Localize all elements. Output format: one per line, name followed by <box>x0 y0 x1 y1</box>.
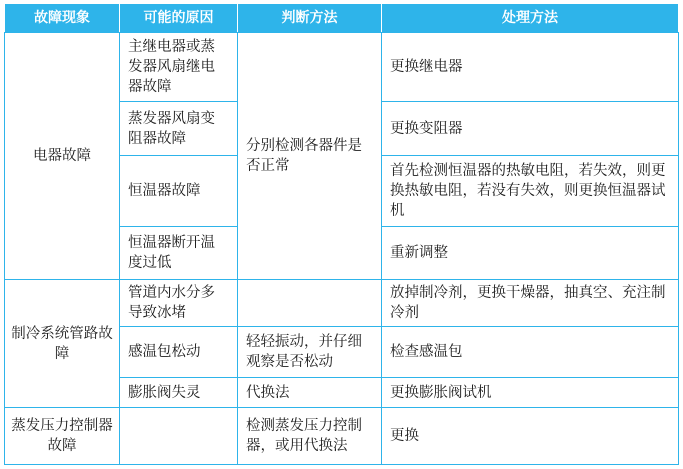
table-row <box>5 280 679 327</box>
method-cell: 轻轻振动，并仔细观察是否松动 <box>238 327 382 378</box>
cause-cell: 主继电器或蒸发器风扇继电器故障 <box>120 33 238 102</box>
header-treatment: 处理方法 <box>382 4 679 33</box>
phenomenon-cell: 电器故障 <box>5 33 120 280</box>
cause-cell: 蒸发器风扇变阻器故障 <box>120 102 238 156</box>
table-row <box>5 33 679 102</box>
treatment-cell: 重新调整 <box>382 227 679 280</box>
method-cell: 检测蒸发压力控制器，或用代换法 <box>238 408 382 465</box>
phenomenon-cell: 蒸发压力控制器故障 <box>5 408 120 465</box>
treatment-cell: 首先检测恒温器的热敏电阻，若失效，则更换热敏电阻，若没有失效，则更换恒温器试机 <box>382 156 679 227</box>
header-method: 判断方法 <box>238 4 382 33</box>
treatment-cell: 检查感温包 <box>382 327 679 378</box>
cause-cell: 感温包松动 <box>120 327 238 378</box>
header-phenomenon: 故障现象 <box>5 4 120 33</box>
cause-cell: 恒温器断开温度过低 <box>120 227 238 280</box>
method-cell: 分别检测各器件是否正常 <box>238 33 382 280</box>
cause-cell: 恒温器故障 <box>120 156 238 227</box>
fault-table <box>4 4 679 465</box>
header-row <box>5 4 679 33</box>
method-cell <box>238 280 382 327</box>
treatment-cell: 放掉制冷剂，更换干燥器，抽真空、充注制冷剂 <box>382 280 679 327</box>
treatment-cell: 更换变阻器 <box>382 102 679 156</box>
method-cell: 代换法 <box>238 378 382 408</box>
treatment-cell: 更换膨胀阀试机 <box>382 378 679 408</box>
cause-cell: 膨胀阀失灵 <box>120 378 238 408</box>
treatment-cell: 更换继电器 <box>382 33 679 102</box>
phenomenon-cell: 制冷系统管路故障 <box>5 280 120 408</box>
cause-cell <box>120 408 238 465</box>
treatment-cell: 更换 <box>382 408 679 465</box>
cause-cell: 管道内水分多导致冰堵 <box>120 280 238 327</box>
table-row <box>5 408 679 465</box>
header-cause: 可能的原因 <box>120 4 238 33</box>
